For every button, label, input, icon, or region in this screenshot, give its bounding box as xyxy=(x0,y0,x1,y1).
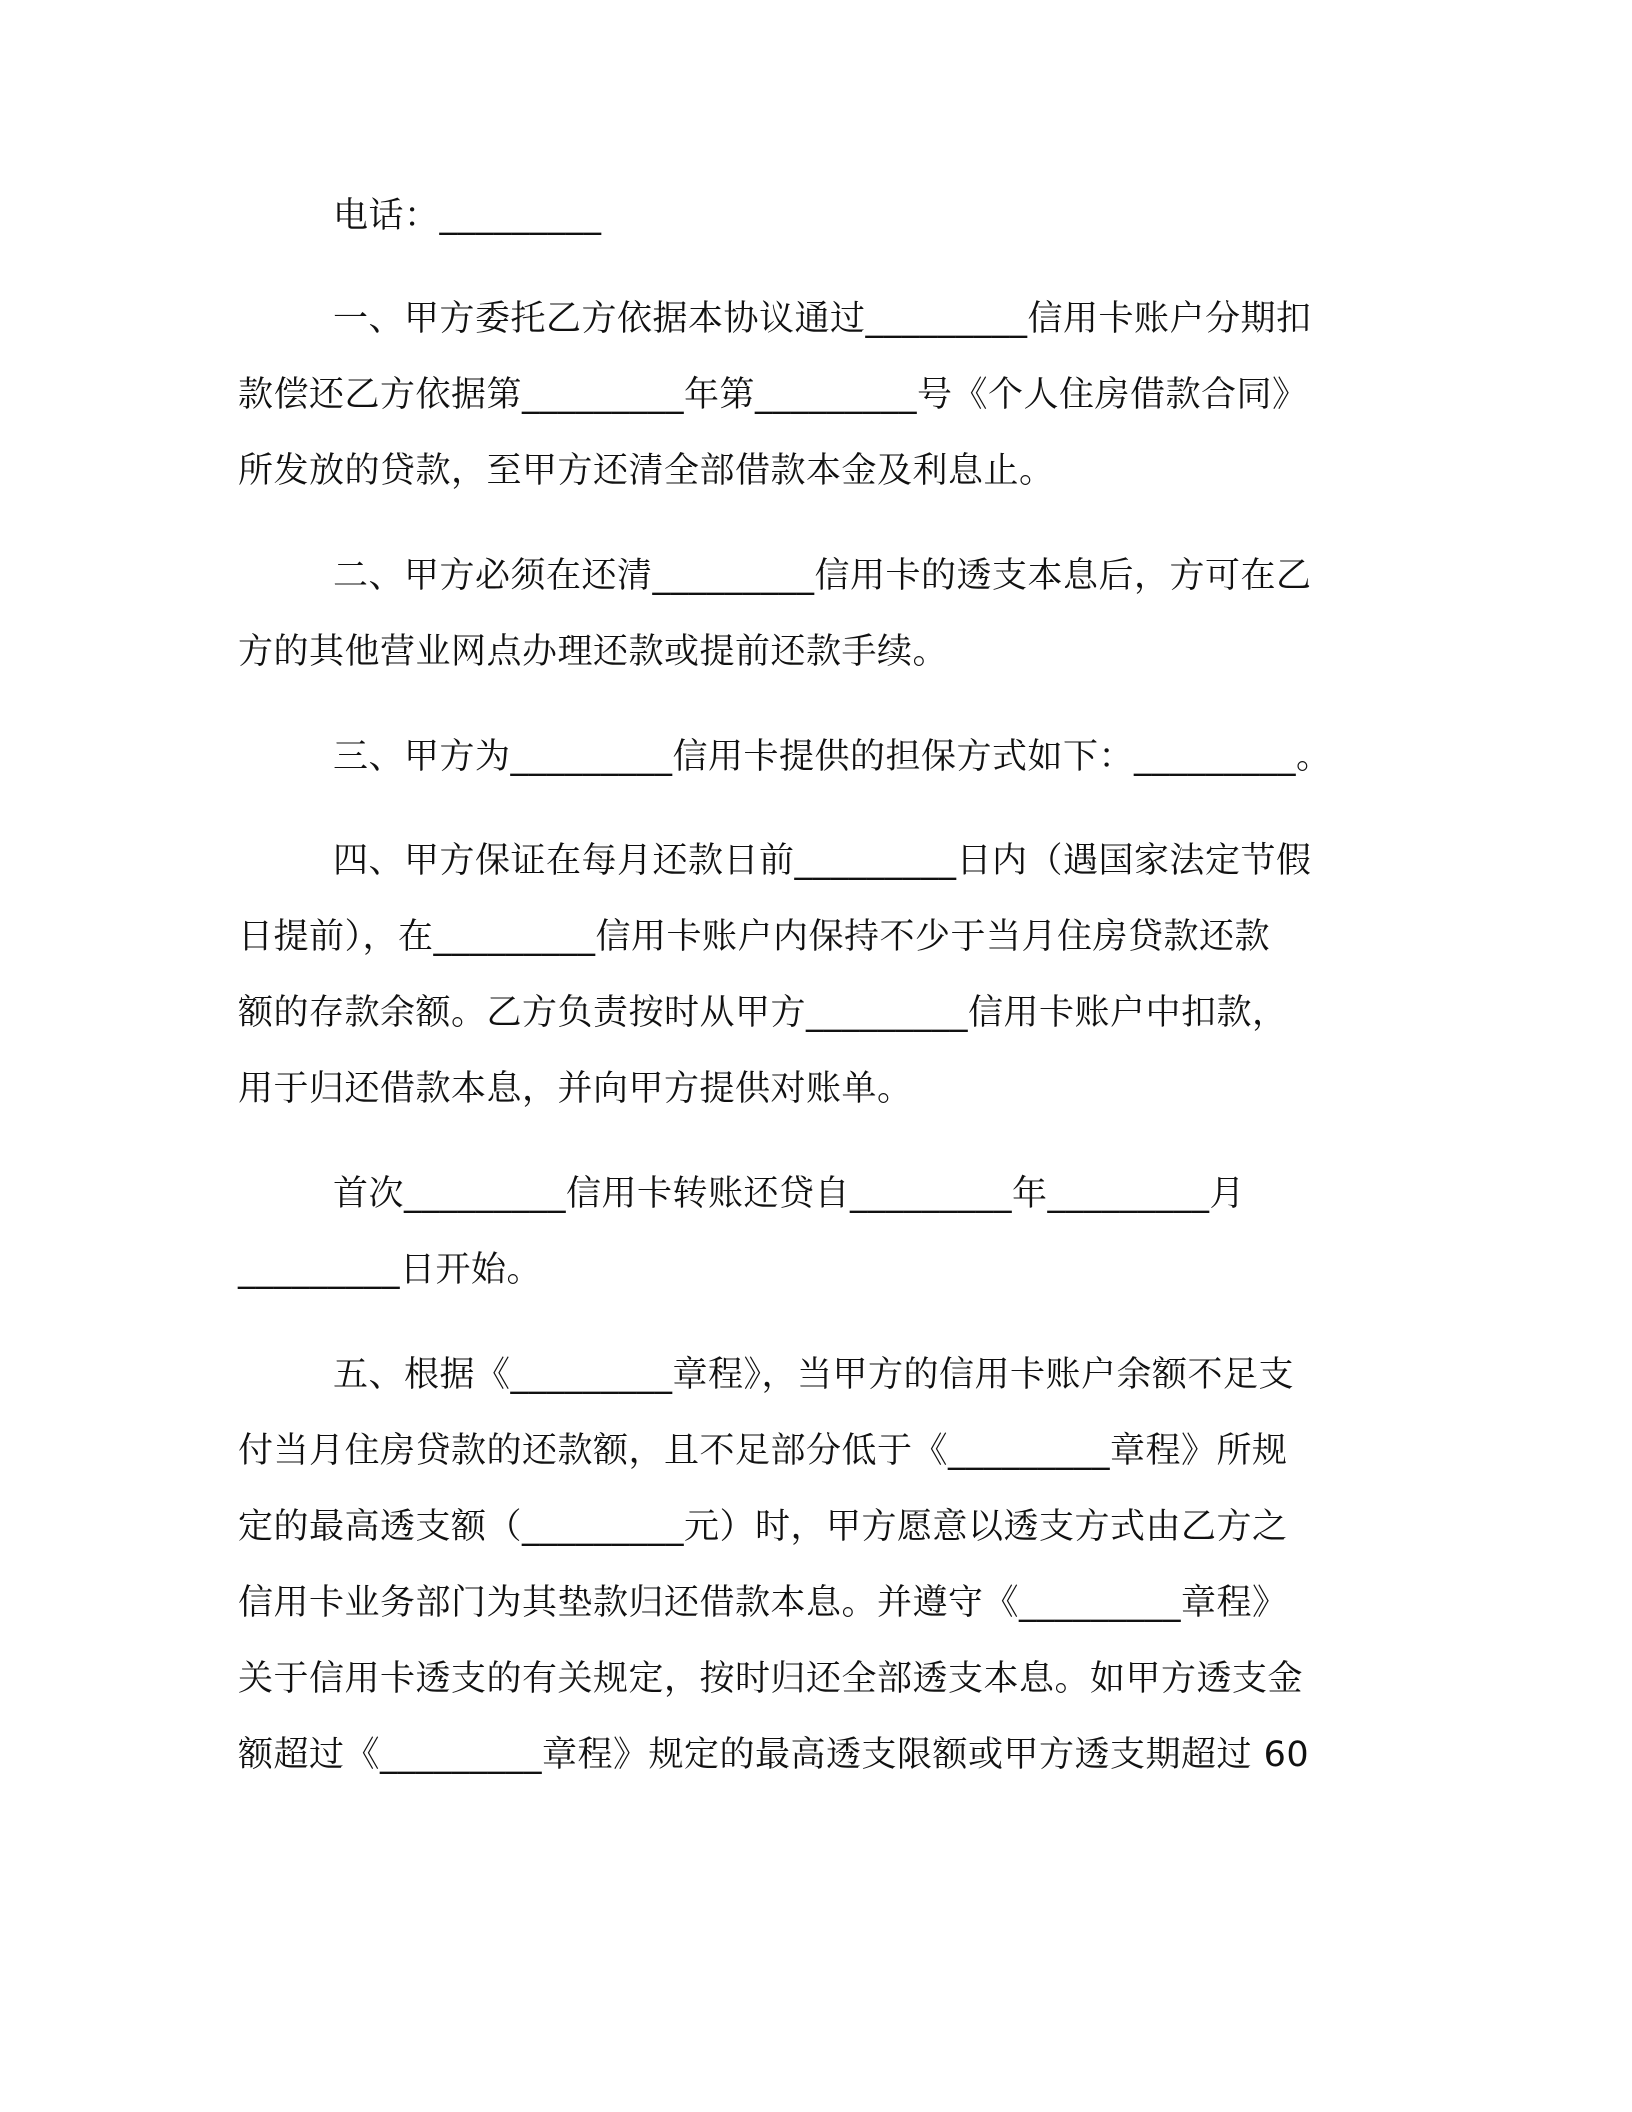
clause-4-line-2: 日提前），在_________信用卡账户内保持不少于当月住房贷款还款 xyxy=(238,917,1271,957)
clause-3-line-1: 三、甲方为_________信用卡提供的担保方式如下：_________。 xyxy=(333,737,1332,777)
clause-1-line-3: 所发放的贷款，至甲方还清全部借款本金及利息止。 xyxy=(238,451,1055,491)
clause-4-line-3: 额的存款余额。乙方负责按时从甲方_________信用卡账户中扣款， xyxy=(238,993,1288,1033)
clause-1-line-2: 款偿还乙方依据第_________年第_________号《个人住房借款合同》 xyxy=(238,375,1308,415)
first-transfer-line-2: _________日开始。 xyxy=(238,1250,543,1290)
clause-2-line-2: 方的其他营业网点办理还款或提前还款手续。 xyxy=(238,632,949,672)
clause-1-line-1: 一、甲方委托乙方依据本协议通过_________信用卡账户分期扣 xyxy=(333,299,1312,339)
clause-5-line-4: 信用卡业务部门为其垫款归还借款本息。并遵守《_________章程》 xyxy=(238,1583,1288,1623)
clause-5-line-2: 付当月住房贷款的还款额，且不足部分低于《_________章程》所规 xyxy=(238,1431,1288,1471)
clause-5-line-1: 五、根据《_________章程》，当甲方的信用卡账户余额不足支 xyxy=(333,1355,1295,1395)
clause-5-line-6: 额超过《_________章程》规定的最高透支限额或甲方透支期超过 60 xyxy=(238,1735,1310,1775)
clause-5-line-5: 关于信用卡透支的有关规定，按时归还全部透支本息。如甲方透支金 xyxy=(238,1659,1304,1699)
clause-4-line-1: 四、甲方保证在每月还款日前_________日内（遇国家法定节假 xyxy=(333,841,1312,881)
phone-line: 电话：_________ xyxy=(333,196,602,236)
clause-2-line-1: 二、甲方必须在还清_________信用卡的透支本息后，方可在乙 xyxy=(333,556,1312,596)
first-transfer-line-1: 首次_________信用卡转账还贷自_________年_________月 xyxy=(333,1174,1246,1214)
clause-5-line-3: 定的最高透支额（_________元）时，甲方愿意以透支方式由乙方之 xyxy=(238,1507,1288,1547)
clause-4-line-4: 用于归还借款本息，并向甲方提供对账单。 xyxy=(238,1069,913,1109)
